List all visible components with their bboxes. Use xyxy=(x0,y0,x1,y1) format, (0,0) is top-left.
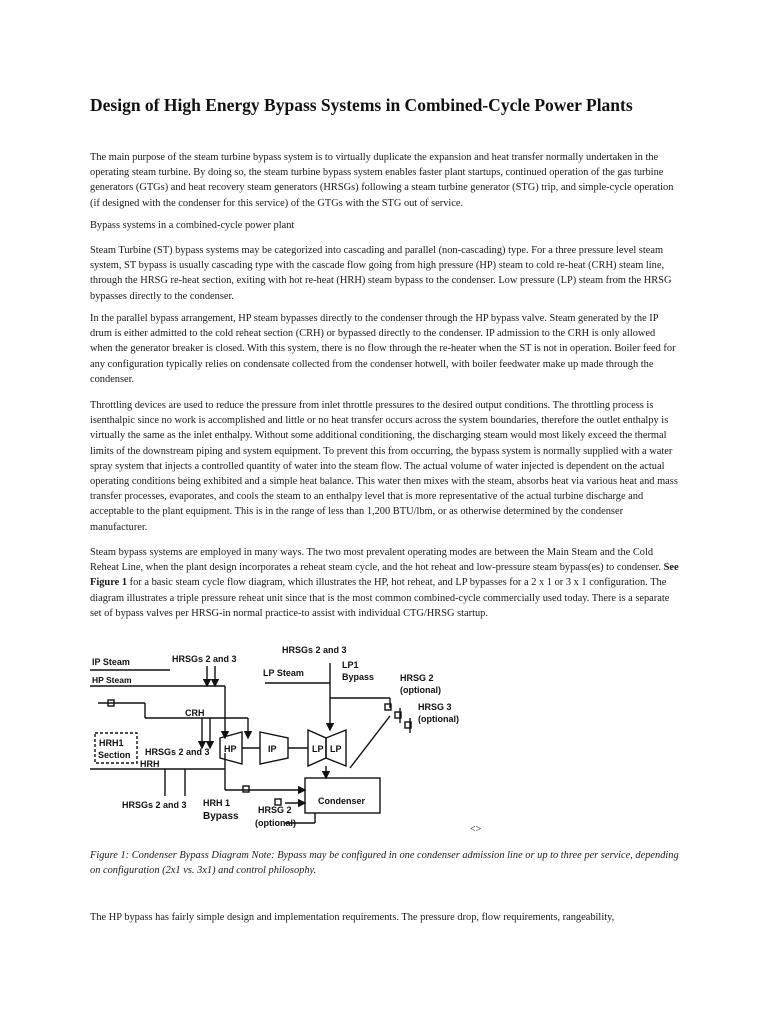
label-optional-2: (optional) xyxy=(418,714,459,724)
label-hrsgs-right: HRSGs 2 and 3 xyxy=(282,645,347,655)
label-section: Section xyxy=(98,750,131,760)
label-lp-bypass: Bypass xyxy=(342,672,375,682)
label-condenser: Condenser xyxy=(318,796,366,806)
label-hrsg3: HRSG 3 xyxy=(418,702,452,712)
label-hrsg2-bottom: HRSG 2 xyxy=(258,805,292,815)
label-ip-turbine: IP xyxy=(268,744,277,754)
article-title: Design of High Energy Bypass Systems in Combined-Cycle Power Plants xyxy=(90,95,633,115)
label-ip-steam: IP Steam xyxy=(92,657,130,667)
label-optional-3: (optional) xyxy=(255,818,296,828)
label-lp1: LP1 xyxy=(342,660,359,670)
label-hrh1-bypass: HRH 1 xyxy=(203,798,231,808)
label-hrsgs-top: HRSGs 2 and 3 xyxy=(172,654,237,664)
paragraph-intro: The main purpose of the steam turbine bypass system is to virtually duplicate the expansion and heat transfer normally undertaken in the operating steam turbine. By doing so, the steam turbine bypass system enables faster plant startups, continued operation of the gas turbine generators (GTGs) and heat recovery steam generators (HRSGs) following a steam turbine generator (STG) trip, and simple-cycle operation (if designed with the condenser for this service) of the GTGs with the STG out of service. xyxy=(90,152,674,209)
condenser-bypass-diagram xyxy=(90,638,490,838)
label-hp-steam: HP Steam xyxy=(92,675,132,685)
figure-reference: See Figure 1 xyxy=(90,562,679,589)
label-hrsg2-optional: HRSG 2 xyxy=(400,673,434,683)
label-lp-steam: LP Steam xyxy=(263,668,304,678)
subheading-bypass-systems: Bypass systems in a combined-cycle power plant xyxy=(90,220,295,231)
label-hrh1: HRH1 xyxy=(99,738,124,748)
label-hrh: HRH xyxy=(140,759,160,769)
text-span: for a basic steam cycle flow diagram, which illustrates the HP, hot reheat, and LP bypasses for a 2 x 1 or 3 x 1 configuration. The diagram illustrates a triple pressure reheat unit since that is the most common combined-cycle commercially used today. There is a separate set of bypass valves per HRSG-in normal practice-to assist with individual CTG/HRSG startup. xyxy=(90,577,670,619)
label-hrsgs-mid: HRSGs 2 and 3 xyxy=(145,747,210,757)
paragraph-parallel-bypass: In the parallel bypass arrangement, HP steam bypasses directly to the condenser through the HP bypass valve. Steam generated by the IP drum is either admitted to the cold reheat section (CRH) or bypassed directly to the condenser. IP admission to the CRH is only allowed when the generator breaker is closed. With this system, there is no flow through the re-heater when the ST is not in operation. Boiler feed for any configuration typically relies on condensate collected from the condenser hotwell, with boiler feedwater make up made through the condenser. xyxy=(90,313,676,385)
label-lp-turbine-b: LP xyxy=(330,744,342,754)
figure-caption: Figure 1: Condenser Bypass Diagram Note: Bypass may be configured in one condenser admission line or up to three per service, depending on configuration (2x1 vs. 3x1) and control philosophy. xyxy=(90,850,679,877)
label-optional-1: (optional) xyxy=(400,685,441,695)
label-crh: CRH xyxy=(185,708,205,718)
label-hrsgs-bottom: HRSGs 2 and 3 xyxy=(122,800,187,810)
label-lp-turbine-a: LP xyxy=(312,744,324,754)
hrh1-bypass-valve xyxy=(243,786,249,792)
paragraph-operating-modes xyxy=(90,545,680,621)
paragraph-throttling: Throttling devices are used to reduce the pressure from inlet throttle pressures to the desired output conditions. The throttling process is isenthalpic since no work is accomplished and little or no heat transfer occurs across the system boundaries, therefore the outlet enthalpy is virtually the same as the inlet enthalpy. Without some additional conditioning, the discharging steam would most likely exceed the thermal limits of the downstream piping and system equipment. To prevent this from occurring, the bypass system is normally supplied with a water spray system that injects a controlled quantity of water into the steam flow. The actual volume of water injected is dependent on the actual operating conditions being exhibited and a simple heat balance. This water then mixes with the steam, absorbs heat via various heat and mass transfer processes, evaporates, and cools the steam to an enthalpy level that is more representative of the actual turbine discharge and acceptable to the plant equipment. This is in the range of less than 1,200 BTU/lbm, or as otherwise determined by the condenser manufacturer. xyxy=(90,400,678,533)
paragraph-bypass-types: Steam Turbine (ST) bypass systems may be categorized into cascading and parallel (non-cascading) type. For a three pressure level steam system, ST bypass is usually cascading type with the cascade flow going from high pressure (HP) steam to cold re-heat (CRH) steam line, through the HRSG re-heat section, exiting with hot re-heat (HRH) steam bypass to the condenser. Low pressure (LP) steam from the HRSG bypasses directly to the condenser. xyxy=(90,245,672,302)
text-span: Steam bypass systems are employed in many ways. The two most prevalent operating modes are between the Main Steam and the Cold Reheat Line, when the plant design incorporates a reheat steam cycle, and the hot reheat and low-pressure steam bypass(es) to condenser. xyxy=(90,547,664,574)
figure-marker: <> xyxy=(470,824,482,835)
label-hrh1-bypass-2: Bypass xyxy=(203,811,239,822)
paragraph-hp-bypass: The HP bypass has fairly simple design and implementation requirements. The pressure drop, flow requirements, rangeability, xyxy=(90,912,615,923)
label-hp-turbine: HP xyxy=(224,744,237,754)
